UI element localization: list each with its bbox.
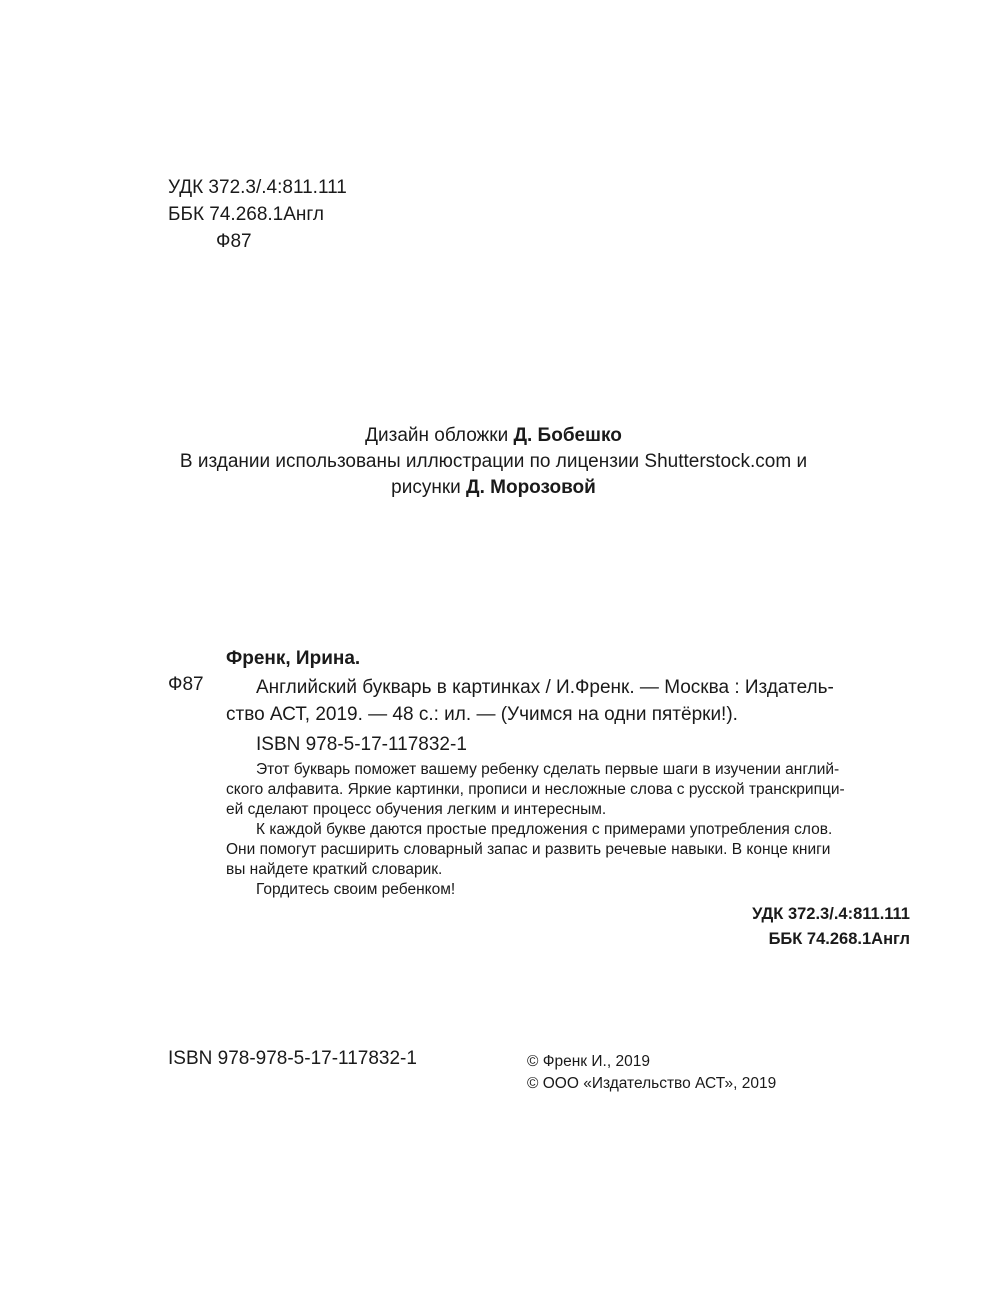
record-title xyxy=(226,674,910,728)
drawings-prefix: рисунки xyxy=(391,477,467,498)
top-classification-codes xyxy=(168,174,347,255)
record-title-line-2: ство АСТ, 2019. — 48 с.: ил. — (Учимся на одни пятёрки!). xyxy=(226,704,738,725)
annotation-p2-l2: Они помогут расширить словарный запас и развить речевые навыки. В конце книги xyxy=(226,841,831,858)
copyright-publisher: © ООО «Издательство АСТ», 2019 xyxy=(527,1075,777,1092)
annotation-block xyxy=(226,760,910,900)
annotation-p2-l1: К каждой букве даются простые предложения с примерами употребления слов. xyxy=(256,821,833,838)
udk-code: УДК 372.3/.4:811.111 xyxy=(168,177,347,198)
annotation-p1-l3: ей сделают процесс обучения легким и интересным. xyxy=(226,801,607,818)
record-author-mark: Ф87 xyxy=(168,674,204,695)
bbk-code: ББК 74.268.1Англ xyxy=(168,204,325,225)
udk-code-right: УДК 372.3/.4:811.111 xyxy=(752,905,910,923)
copyright-block xyxy=(527,1051,776,1095)
drawings-author: Д. Морозовой xyxy=(466,477,596,498)
annotation-p3: Гордитесь своим ребенком! xyxy=(256,881,456,898)
cover-designer: Д. Бобешко xyxy=(513,425,622,446)
credits-block xyxy=(0,423,987,501)
record-isbn: ISBN 978-5-17-117832-1 xyxy=(256,734,467,755)
illustrations-line: В издании использованы иллюстрации по лицензии Shutterstock.com и xyxy=(179,451,808,472)
annotation-p1-l1: Этот букварь поможет вашему ребенку сделать первые шаги в изучении англий- xyxy=(256,761,840,778)
annotation-p2-l3: вы найдете краткий словарик. xyxy=(226,861,443,878)
right-classification-codes xyxy=(752,902,910,952)
bbk-code-right: ББК 74.268.1Англ xyxy=(768,930,910,948)
record-title-line-1: Английский букварь в картинках / И.Френк. — Москва : Издатель- xyxy=(256,677,834,698)
cover-design-line xyxy=(0,423,987,449)
record-author: Френк, Ирина. xyxy=(226,648,361,669)
drawings-line xyxy=(0,475,987,501)
author-mark: Ф87 xyxy=(216,231,252,252)
cover-design-prefix: Дизайн обложки xyxy=(365,425,514,446)
copyright-author: © Френк И., 2019 xyxy=(527,1053,650,1070)
footer-isbn: ISBN 978-978-5-17-117832-1 xyxy=(168,1048,417,1069)
annotation-p1-l2: ского алфавита. Яркие картинки, прописи и несложные слова с русской транскрипци- xyxy=(226,781,845,798)
